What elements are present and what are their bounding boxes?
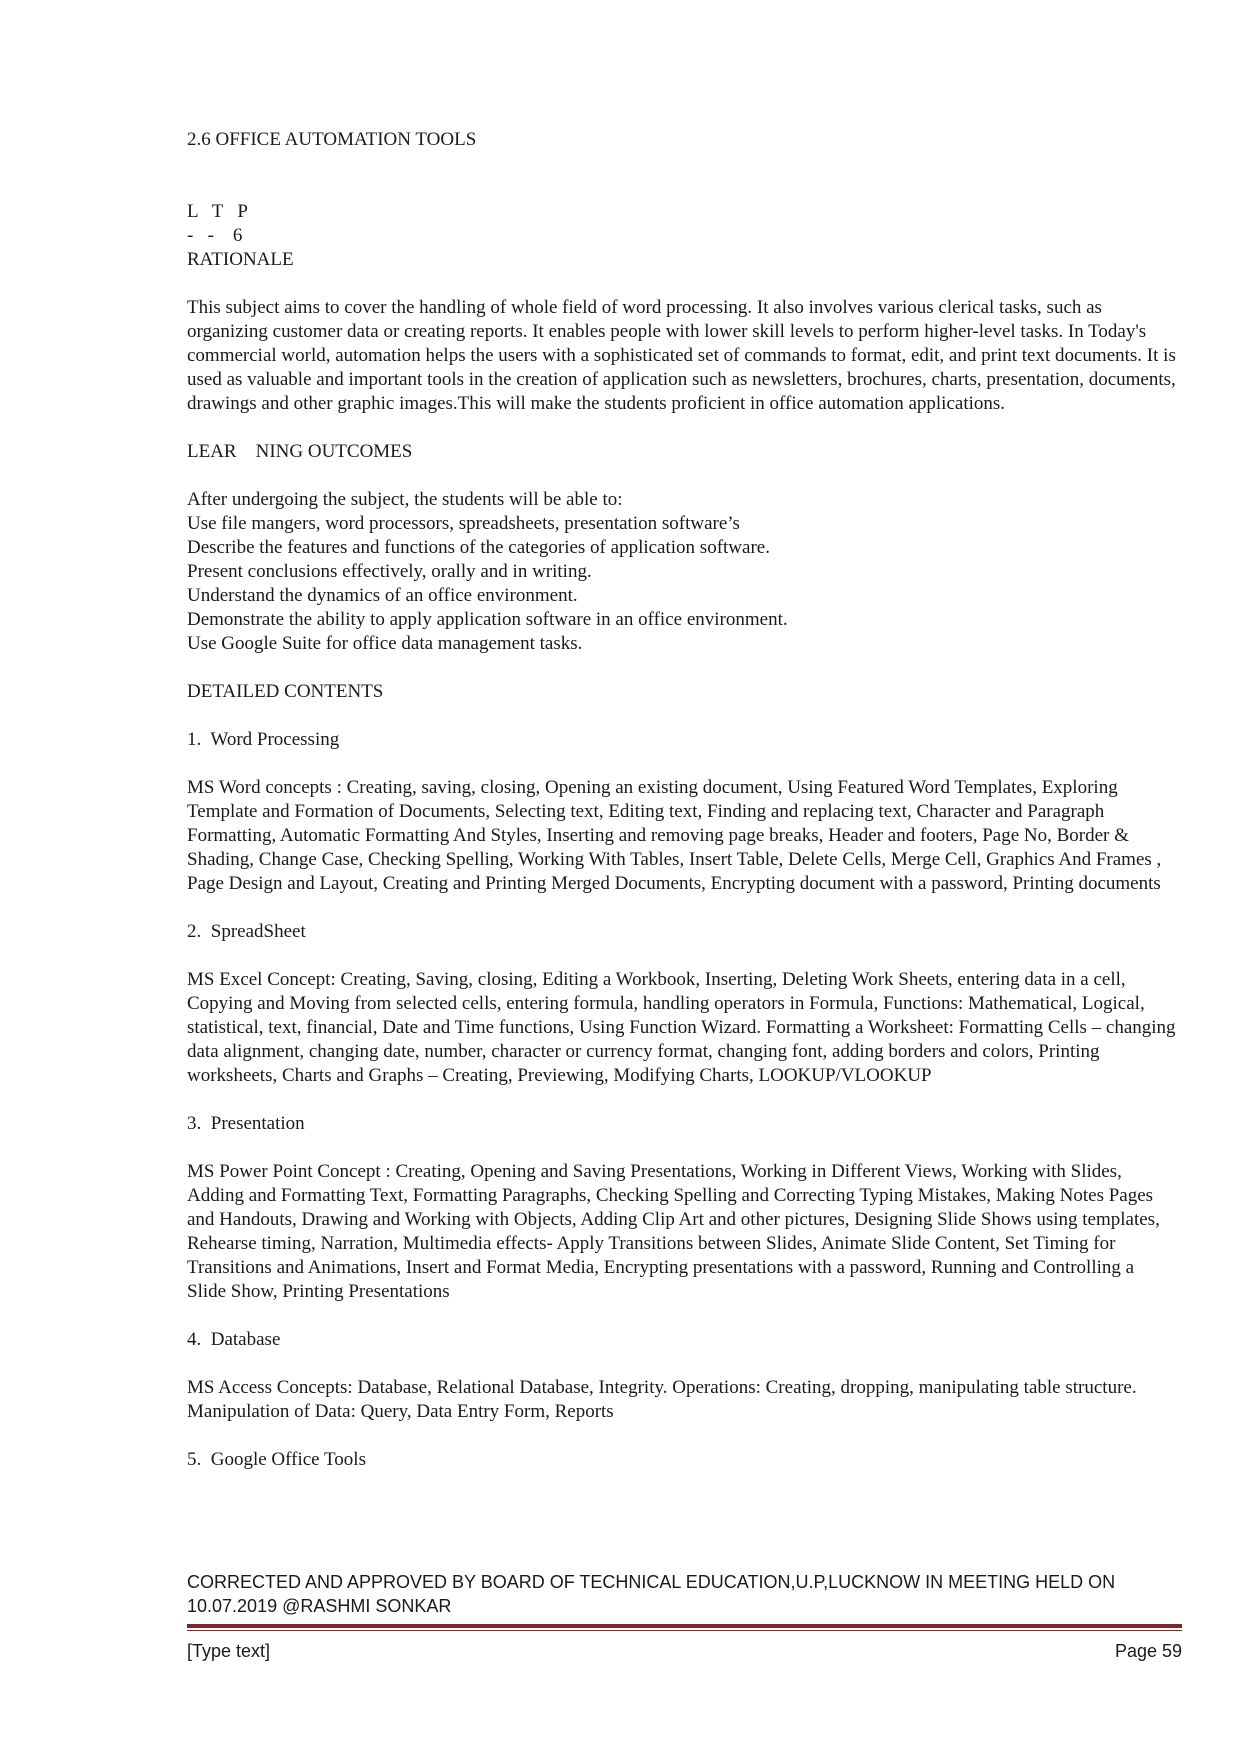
footer-row: [187, 1639, 1182, 1663]
section-text-presentation: MS Power Point Concept : Creating, Opening and Saving Presentations, Working in Different Views, Working with Slides, Adding and Formatting Text, Formatting Paragraphs, Checking Spelling and Correcting Typing Mistakes, Making Notes Pages and Handouts, Drawing and Working with Objects, Adding Clip Art and other pictures, Designing Slide Shows using templates, Rehearse timing, Narration, Multimedia effects- Apply Transitions between Slides, Animate Slide Content, Set Timing for Transitions and Animations, Insert and Format Media, Encrypting presentations with a password, Running and Controlling a Slide Show, Printing Presentations: [187, 1161, 1160, 1302]
contents-heading: DETAILED CONTENTS: [187, 681, 384, 702]
spacer: [187, 656, 1177, 680]
spacer: [187, 416, 1177, 440]
ltp-values: - - 6: [187, 225, 243, 246]
spacer: [187, 1424, 1177, 1448]
list-item: Use file mangers, word processors, spreadsheets, presentation software’s: [187, 513, 740, 534]
spacer: [187, 152, 1177, 200]
outcomes-heading: LEAR NING OUTCOMES: [187, 441, 413, 462]
spacer: [187, 944, 1177, 968]
spacer: [187, 1136, 1177, 1160]
spacer: [187, 1088, 1177, 1112]
spacer: [187, 1304, 1177, 1328]
document-title: 2.6 OFFICE AUTOMATION TOOLS: [187, 129, 477, 150]
rationale-text: This subject aims to cover the handling of whole field of word processing. It also involves various clerical tasks, such as organizing customer data or creating reports. It enables people with lower skill levels to perform higher-level tasks. In Today's commercial world, automation helps the users with a sophisticated set of commands to format, edit, and print text documents. It is used as valuable and important tools in the creation of application such as newsletters, brochures, charts, presentation, documents, drawings and other graphic images.This will make the students proficient in office automation applications.: [187, 297, 1176, 414]
spacer: [187, 752, 1177, 776]
document-body: [187, 128, 1177, 1472]
footer-rule-thin: [187, 1630, 1182, 1631]
footer-approval-note: CORRECTED AND APPROVED BY BOARD OF TECHNICAL EDUCATION,U.P,LUCKNOW IN MEETING HELD ON 10.07.2019 @RASHMI SONKAR: [187, 1572, 1116, 1616]
section-heading-word: 1. Word Processing: [187, 729, 340, 750]
section-heading-presentation: 3. Presentation: [187, 1113, 305, 1134]
ltp-header: L T P: [187, 201, 248, 222]
page-number: Page 59: [1114, 1641, 1182, 1661]
spacer: [187, 704, 1177, 728]
list-item: Describe the features and functions of the categories of application software.: [187, 537, 770, 558]
spacer: [187, 272, 1177, 296]
footer-left-text: [Type text]: [187, 1641, 271, 1661]
list-item: Demonstrate the ability to apply application software in an office environment.: [187, 609, 788, 630]
list-item: Understand the dynamics of an office environment.: [187, 585, 578, 606]
footer-rule: [187, 1624, 1182, 1628]
spacer: [187, 464, 1177, 488]
section-heading-spreadsheet: 2. SpreadSheet: [187, 921, 306, 942]
section-text-word: MS Word concepts : Creating, saving, closing, Opening an existing document, Using Featured Word Templates, Exploring Template and Formation of Documents, Selecting text, Editing text, Finding and replacing text, Character and Paragraph Formatting, Automatic Formatting And Styles, Inserting and removing page breaks, Header and footers, Page No, Border & Shading, Change Case, Checking Spelling, Working With Tables, Insert Table, Delete Cells, Merge Cell, Graphics And Frames , Page Design and Layout, Creating and Printing Merged Documents, Encrypting document with a password, Printing documents: [187, 777, 1162, 894]
outcomes-list: [187, 512, 1177, 656]
spacer: [187, 1352, 1177, 1376]
rationale-heading: RATIONALE: [187, 249, 294, 270]
section-text-database: MS Access Concepts: Database, Relational Database, Integrity. Operations: Creating, dropping, manipulating table structure. Manipulation of Data: Query, Data Entry Form, Reports: [187, 1377, 1137, 1422]
outcomes-intro: After undergoing the subject, the students will be able to:: [187, 489, 623, 510]
section-heading-google: 5. Google Office Tools: [187, 1449, 366, 1470]
spacer: [187, 896, 1177, 920]
section-text-spreadsheet: MS Excel Concept: Creating, Saving, closing, Editing a Workbook, Inserting, Deleting Work Sheets, entering data in a cell, Copying and Moving from selected cells, entering formula, handling operators in Formula, Functions: Mathematical, Logical, statistical, text, financial, Date and Time functions, Using Function Wizard. Formatting a Worksheet: Formatting Cells – changing data alignment, changing date, number, character or currency format, changing font, adding borders and colors, Printing worksheets, Charts and Graphs – Creating, Previewing, Modifying Charts, LOOKUP/VLOOKUP: [187, 969, 1176, 1086]
section-heading-database: 4. Database: [187, 1329, 281, 1350]
list-item: Present conclusions effectively, orally and in writing.: [187, 561, 592, 582]
page-footer: [187, 1570, 1182, 1663]
list-item: Use Google Suite for office data management tasks.: [187, 633, 583, 654]
